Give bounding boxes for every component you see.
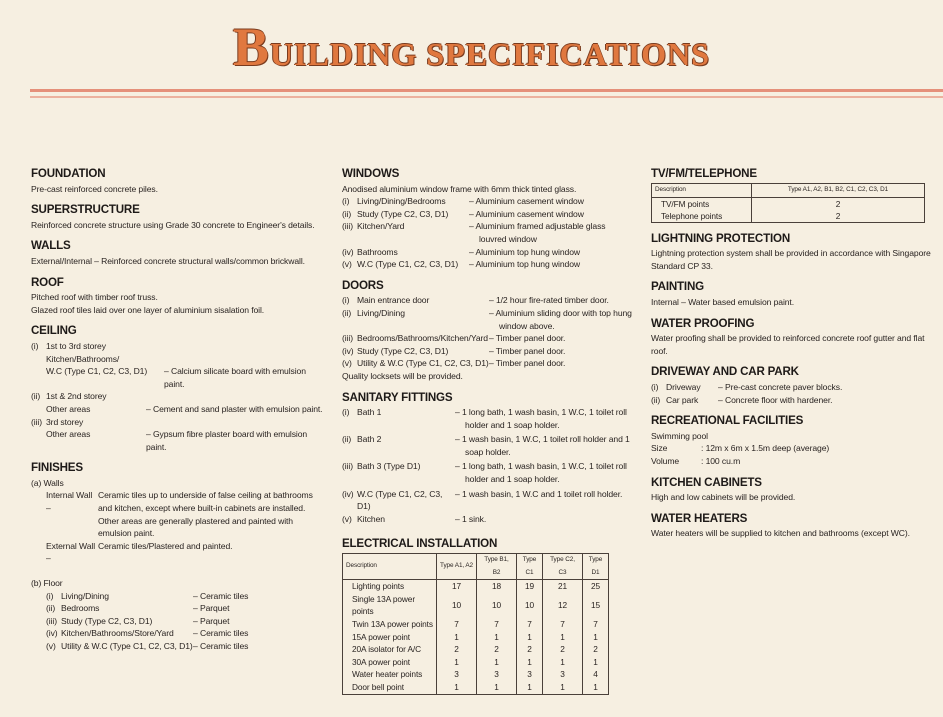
list-item: (iv) Bathrooms – Aluminium top hung window xyxy=(342,246,580,257)
internal-wall-text: Ceramic tiles up to underside of false ceiling at bathrooms and kitchen, except where built-in cabinets are installed. Other areas are generally plastered and painted with emulsion paint. xyxy=(98,490,313,539)
table-cell-value: 1 xyxy=(517,681,543,694)
list-item: (iii) Study (Type C2, C3, D1) – Parquet xyxy=(46,615,230,626)
driveway-heading: DRIVEWAY AND CAR PARK xyxy=(651,365,799,379)
waterproofing-heading: WATER PROOFING xyxy=(651,316,755,330)
table-row xyxy=(343,681,609,694)
tv-table xyxy=(651,183,925,223)
ceiling-area: 1st & 2nd storey xyxy=(46,391,107,402)
ceiling-item xyxy=(31,416,327,454)
ceiling-num: (iii) xyxy=(31,416,42,427)
list-item: (iv) Kitchen/Bathrooms/Store/Yard – Ceramic tiles xyxy=(46,628,249,639)
table-cell-value: 25 xyxy=(583,580,609,593)
table-cell-description: 20A isolator for A/C xyxy=(343,643,437,656)
table-row: TV/FM points 2 xyxy=(652,197,925,210)
pool-label: Swimming pool xyxy=(651,430,708,441)
title-initial: B xyxy=(232,17,270,77)
table-cell-value: 19 xyxy=(517,580,543,593)
ceiling-area: 3rd storey xyxy=(46,416,84,427)
heaters-text: Water heaters will be supplied to kitchen and bathrooms (except WC). xyxy=(651,528,910,539)
table-header: Type A1, A2 xyxy=(437,554,477,580)
list-item: (v) Utility & W.C (Type C1, C2, C3, D1) – Timber panel door. xyxy=(342,358,566,369)
table-cell-description: 15A power point xyxy=(343,631,437,644)
table-cell-description: 30A power point xyxy=(343,656,437,669)
list-item: (i) Living/Dining – Ceramic tiles xyxy=(46,590,249,601)
lightning-text: Lightning protection system shall be provided in accordance with Singapore Standard CP 33. xyxy=(651,248,931,271)
tv-heading: TV/FM/TELEPHONE xyxy=(651,167,757,180)
painting-heading: PAINTING xyxy=(651,280,704,294)
table-cell-value: 2 xyxy=(477,643,517,656)
list-item: (v) W.C (Type C1, C2, C3, D1) – Aluminium top hung window xyxy=(342,259,580,270)
table-row xyxy=(343,618,609,631)
list-item: (ii) Study (Type C2, C3, D1) – Aluminium casement window xyxy=(342,208,584,219)
ceiling-area: 1st to 3rd storey xyxy=(46,340,106,351)
roof-line-2: Glazed roof tiles laid over one layer of aluminium sisalation foil. xyxy=(31,304,265,315)
table-cell-value: 21 xyxy=(543,580,583,593)
waterproofing-text: Water proofing shall be provided to reinforced concrete roof gutter and flat roof. xyxy=(651,333,925,356)
title-rule-thick xyxy=(30,89,943,92)
table-cell-value: 1 xyxy=(583,656,609,669)
column-right xyxy=(651,168,931,540)
table-cell-value: 10 xyxy=(517,593,543,618)
list-item: (ii) Bedrooms – Parquet xyxy=(46,603,230,614)
table-cell-value: 1 xyxy=(477,631,517,644)
list-item: (iv) Study (Type C2, C3, D1) – Timber panel door. xyxy=(342,345,566,356)
doors-heading: DOORS xyxy=(342,278,384,292)
table-header: Description xyxy=(652,183,752,197)
ceiling-spec: – Calcium silicate board with emulsion paint. xyxy=(164,366,306,389)
ceiling-num: (i) xyxy=(31,340,39,351)
table-row xyxy=(343,656,609,669)
list-item: (iii) Kitchen/Yard – Aluminium framed adjustable glass louvred window xyxy=(342,221,606,244)
finishes-walls-label: (a) Walls xyxy=(31,477,64,488)
windows-heading: WINDOWS xyxy=(342,167,400,180)
table-cell-value: 10 xyxy=(437,593,477,618)
ceiling-heading: CEILING xyxy=(31,324,77,338)
table-cell-value: 7 xyxy=(437,618,477,631)
table-cell-value: 2 xyxy=(543,643,583,656)
table-cell-description: Twin 13A power points xyxy=(343,618,437,631)
list-item: (i) Main entrance door – 1/2 hour fire-rated timber door. xyxy=(342,295,609,306)
roof-line-1: Pitched roof with timber roof truss. xyxy=(31,292,158,303)
table-cell-value: 7 xyxy=(583,618,609,631)
column-middle xyxy=(342,168,632,695)
size-value: : 12m x 6m x 1.5m deep (average) xyxy=(701,443,830,454)
table-cell-value: 1 xyxy=(437,631,477,644)
ceiling-area: Other areas xyxy=(46,429,91,440)
table-header: Type D1 xyxy=(583,554,609,580)
title-rule-thin xyxy=(30,96,943,98)
superstructure-heading: SUPERSTRUCTURE xyxy=(31,203,140,217)
ceiling-item xyxy=(31,340,327,390)
table-cell-value: 2 xyxy=(517,643,543,656)
table-cell-value: 12 xyxy=(543,593,583,618)
size-label: Size xyxy=(651,443,668,454)
table-cell-value: 2 xyxy=(583,643,609,656)
table-row xyxy=(343,668,609,681)
volume-label: Volume xyxy=(651,455,680,466)
kitchen-heading: KITCHEN CABINETS xyxy=(651,475,762,489)
list-item: (iii) Bath 3 (Type D1) – 1 long bath, 1 wash basin, 1 W.C, 1 toilet roll holder and 1 soap holder. xyxy=(342,461,627,485)
ceiling-spec: – Cement and sand plaster with emulsion paint. xyxy=(146,403,323,414)
list-item: (ii) Bath 2 – 1 wash basin, 1 W.C, 1 toilet roll holder and 1 soap holder. xyxy=(342,434,630,457)
ceiling-spec: – Gypsum fibre plaster board with emulsion paint. xyxy=(146,429,308,452)
list-item: (ii) Car park – Concrete floor with hardener. xyxy=(651,394,833,405)
table-cell-description: Single 13A power points xyxy=(343,593,437,618)
list-item: (i) Living/Dining/Bedrooms – Aluminium casement window xyxy=(342,196,584,207)
external-wall-label: External Wall – xyxy=(46,540,96,564)
finishes-floor-label: (b) Floor xyxy=(31,578,63,589)
table-cell-value: 15 xyxy=(583,593,609,618)
table-cell-value: 1 xyxy=(477,681,517,694)
table-cell-value: 3 xyxy=(437,668,477,681)
page-title xyxy=(0,16,943,78)
lightning-heading: LIGHTNING PROTECTION xyxy=(651,231,790,245)
table-cell-value: 1 xyxy=(437,656,477,669)
ceiling-num: (ii) xyxy=(31,391,41,402)
table-cell-value: 1 xyxy=(583,681,609,694)
table-cell-value: 1 xyxy=(543,656,583,669)
ceiling-area: Kitchen/Bathrooms/ xyxy=(46,353,120,364)
list-item: (iii) Bedrooms/Bathrooms/Kitchen/Yard – Timber panel door. xyxy=(342,333,566,344)
table-cell-value: 17 xyxy=(437,580,477,593)
table-cell-description: Lighting points xyxy=(343,580,437,593)
table-cell-value: 18 xyxy=(477,580,517,593)
foundation-heading: FOUNDATION xyxy=(31,167,106,180)
windows-intro: Anodised aluminium window frame with 6mm thick tinted glass. xyxy=(342,183,577,194)
table-row xyxy=(343,631,609,644)
painting-text: Internal – Water based emulsion paint. xyxy=(651,296,795,307)
table-header: Description xyxy=(343,554,437,580)
list-item: (ii) Living/Dining – Aluminium sliding door with top hung window above. xyxy=(342,307,632,331)
doors-footer: Quality locksets will be provided. xyxy=(342,370,463,381)
roof-heading: ROOF xyxy=(31,275,64,289)
list-item: (i) Bath 1 – 1 long bath, 1 wash basin, 1 W.C, 1 toilet roll holder and 1 soap holder. xyxy=(342,407,627,430)
volume-value: : 100 cu.m xyxy=(701,455,741,466)
external-wall-text: Ceramic tiles/Plastered and painted. xyxy=(98,540,233,551)
table-cell-value: 1 xyxy=(543,631,583,644)
title-rest: UILDING SPECIFICATIONS xyxy=(269,36,711,72)
electrical-heading: ELECTRICAL INSTALLATION xyxy=(342,537,498,551)
table-cell-value: 1 xyxy=(477,656,517,669)
table-row xyxy=(343,643,609,656)
table-header: Type C2, C3 xyxy=(543,554,583,580)
table-cell-value: 4 xyxy=(583,668,609,681)
walls-text: External/Internal – Reinforced concrete structural walls/common brickwall. xyxy=(31,255,305,266)
list-item: (i) Driveway – Pre-cast concrete paver blocks. xyxy=(651,381,843,392)
table-cell-value: 1 xyxy=(543,681,583,694)
table-row xyxy=(343,593,609,618)
recreational-heading: RECREATIONAL FACILITIES xyxy=(651,414,804,428)
table-cell-value: 3 xyxy=(477,668,517,681)
table-header: Type C1 xyxy=(517,554,543,580)
table-cell-description: Water heater points xyxy=(343,668,437,681)
superstructure-text: Reinforced concrete structure using Grade 30 concrete to Engineer's details. xyxy=(31,219,315,230)
ceiling-item xyxy=(31,390,327,415)
table-cell-value: 3 xyxy=(543,668,583,681)
table-header: Type A1, A2, B1, B2, C1, C2, C3, D1 xyxy=(752,183,925,197)
table-cell-value: 10 xyxy=(477,593,517,618)
floor-list xyxy=(31,590,327,653)
table-cell-value: 3 xyxy=(517,668,543,681)
table-cell-value: 7 xyxy=(517,618,543,631)
list-item: (v) Kitchen – 1 sink. xyxy=(342,513,487,524)
ceiling-area: Other areas xyxy=(46,403,91,414)
electrical-table xyxy=(342,553,609,695)
table-cell-value: 1 xyxy=(517,631,543,644)
table-cell-value: 7 xyxy=(477,618,517,631)
table-cell-value: 1 xyxy=(437,681,477,694)
column-left xyxy=(31,168,327,653)
table-row xyxy=(343,580,609,593)
foundation-text: Pre-cast reinforced concrete piles. xyxy=(31,183,158,194)
kitchen-text: High and low cabinets will be provided. xyxy=(651,492,796,503)
list-item: (iv) W.C (Type C1, C2, C3, D1) – 1 wash basin, 1 W.C and 1 toilet roll holder. xyxy=(342,488,623,512)
table-row: Telephone points 2 xyxy=(652,210,925,223)
heaters-heading: WATER HEATERS xyxy=(651,511,748,525)
internal-wall-label: Internal Wall – xyxy=(46,490,93,514)
list-item: (v) Utility & W.C (Type C1, C2, C3, D1) – Ceramic tiles xyxy=(46,641,249,651)
sanitary-heading: SANITARY FITTINGS xyxy=(342,390,453,404)
ceiling-area: W.C (Type C1, C2, C3, D1) xyxy=(46,366,148,377)
table-cell-description: Door bell point xyxy=(343,681,437,694)
table-cell-value: 1 xyxy=(583,631,609,644)
table-cell-value: 1 xyxy=(517,656,543,669)
table-cell-value: 7 xyxy=(543,618,583,631)
finishes-heading: FINISHES xyxy=(31,461,83,475)
walls-heading: WALLS xyxy=(31,239,71,253)
table-header: Type B1, B2 xyxy=(477,554,517,580)
table-cell-value: 2 xyxy=(437,643,477,656)
